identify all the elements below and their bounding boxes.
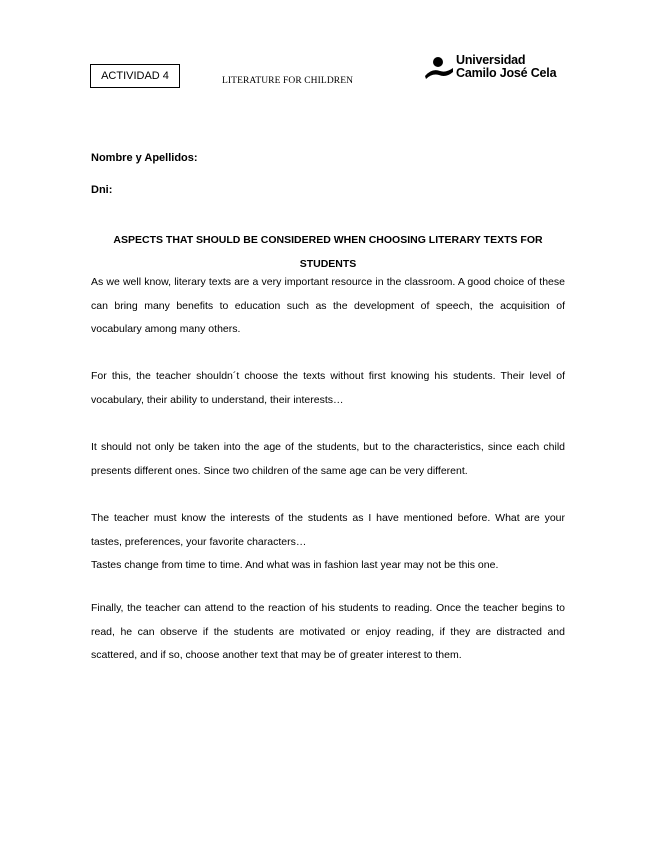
heading-line-1: ASPECTS THAT SHOULD BE CONSIDERED WHEN CHOOSING LITERARY TEXTS FOR [113, 234, 543, 246]
paragraph-1: As we well know, literary texts are a very important resource in the classroom. A good choice of these can bring many benefits to education such as the development of speech, the acquisition of vocabulary among many others. [91, 276, 565, 335]
paragraph-4-continued: Tastes change from time to time. And what was in fashion last year may not be this one. [91, 559, 499, 571]
logo-line-1: Universidad [456, 53, 526, 67]
paragraph-3: It should not only be taken into the age of the students, but to the characteristics, since each child presents different ones. Since two children of the same age can be very different. [91, 441, 565, 477]
paragraph-5: Finally, the teacher can attend to the reaction of his students to reading. Once the teacher begins to read, he can observe if the students are motivated or enjoy reading, if they are distracted and scattered, and if so, choose another text that may be of greater interest to them. [91, 602, 565, 661]
heading-line-2: STUDENTS [299, 258, 357, 270]
activity-label: ACTIVIDAD 4 [90, 64, 180, 88]
dni-label: Dni: [91, 184, 113, 196]
university-logo [424, 54, 564, 86]
course-title: LITERATURE FOR CHILDREN [222, 76, 354, 86]
document-heading [91, 228, 565, 276]
logo-text [456, 54, 556, 80]
paragraph-4: The teacher must know the interests of the students as I have mentioned before. What are your tastes, preferences, your favorite characters… [91, 512, 565, 548]
name-label: Nombre y Apellidos: [91, 152, 198, 164]
logo-line-2: Camilo José Cela [456, 66, 557, 80]
paragraph-2: For this, the teacher shouldn´t choose the texts without first knowing his students. Their level of vocabulary, their ability to understand, their interests… [91, 370, 565, 406]
university-logo-icon [424, 56, 454, 82]
